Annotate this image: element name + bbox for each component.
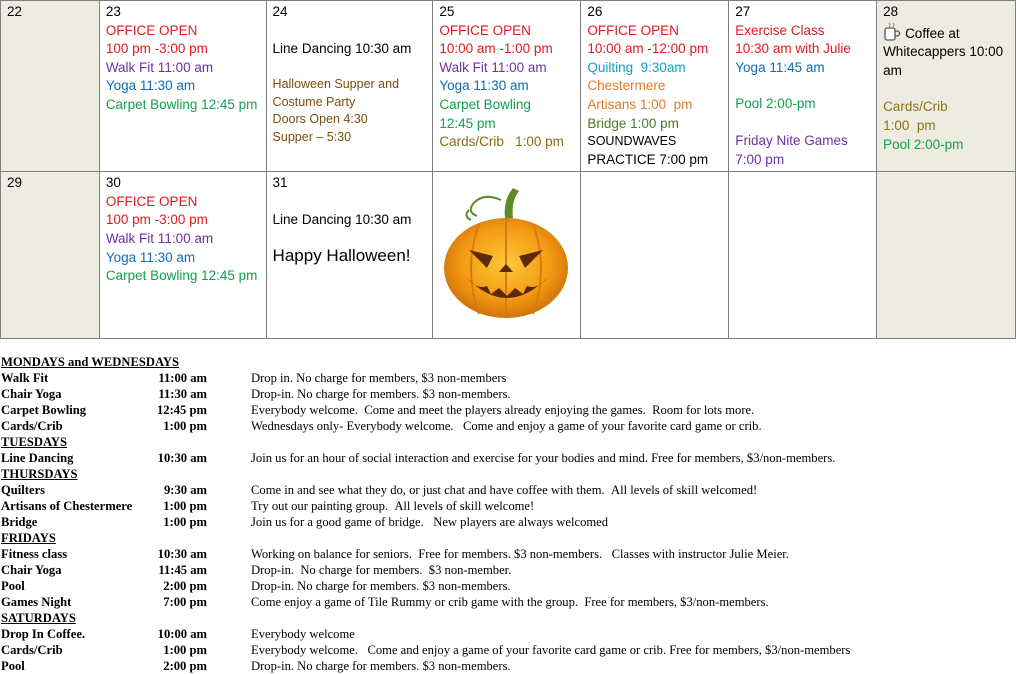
day-cell [266,172,433,339]
event-line: SOUNDWAVES [587,134,677,149]
activity-name: Drop In Coffee. [1,627,86,641]
event-line: Yoga 11:30 am [105,78,196,94]
week-row [1,1,1016,172]
schedule-row [1,450,836,466]
day-number: 29 [7,175,23,191]
day-cell [877,172,1016,339]
event-line: OFFICE OPEN [587,22,679,38]
event-line: Exercise Class [735,22,825,38]
activity-description: Everybody welcome. Come and enjoy a game of your favorite card game or crib. Free for members, $3/non-members [251,643,851,657]
schedule-row [1,402,755,418]
event-line: OFFICE OPEN [105,22,198,38]
activity-name: Chair Yoga [1,563,62,577]
activity-description: Everybody welcome. Come and meet the players already enjoying the games. Room for lots more. [251,403,755,417]
schedule-row [1,546,789,562]
day-number: 23 [105,4,121,19]
day-number: 24 [272,4,288,19]
schedule-row [1,370,507,386]
schedule-section-heading: TUESDAYS [1,435,68,449]
event-line: Cards/Crib [883,99,948,115]
weekly-schedule [1,354,851,674]
day-cell [1,1,100,172]
activity-time: 1:00 pm [163,419,207,433]
day-number [587,174,722,193]
day-number: 27 [735,4,751,19]
activity-time: 11:30 am [158,387,207,401]
event-line: OFFICE OPEN [439,22,531,38]
week-row [1,172,1016,339]
activity-name: Pool [1,659,25,673]
event-line: Line Dancing 10:30 am [272,40,412,56]
schedule-section-heading: THURSDAYS [1,467,78,481]
activity-name: Artisans of Chestermere [1,499,133,513]
day-cell [877,1,1016,172]
day-number: 26 [587,4,603,19]
day-number: 31 [272,175,288,191]
event-line: Walk Fit 11:00 am [439,59,547,75]
activity-time: 11:00 am [158,371,207,385]
event-line: Costume Party [272,94,356,109]
day-cell [1,172,100,339]
event-line: Carpet Bowling 12:45 pm [105,96,258,112]
activity-time: 10:30 am [157,451,207,465]
event-line: Friday Nite Games [735,132,848,148]
activity-name: Carpet Bowling [1,403,87,417]
activity-name: Pool [1,579,25,593]
activity-time: 10:30 am [157,547,207,561]
halloween-greeting: Happy Halloween! [272,246,411,266]
activity-description: Working on balance for seniors. Free for members. $3 non-members. Classes with instructor Julie Meier. [251,547,789,561]
event-line: 7:00 pm [735,151,785,167]
activity-time: 11:45 am [158,563,207,577]
activity-time: 1:00 pm [163,499,207,513]
activity-description: Wednesdays only- Everybody welcome. Come and enjoy a game of your favorite card game or crib. [251,419,762,433]
day-cell [433,172,581,339]
event-line: Carpet Bowling [439,96,531,112]
activity-name: Fitness class [1,547,68,561]
schedule-section-heading: MONDAYS and WEDNESDAYS [1,355,180,369]
event-line: Walk Fit 11:00 am [105,231,214,247]
activity-description: Drop in. No charge for members, $3 non-members [251,371,507,385]
activity-time: 2:00 pm [163,579,207,593]
activity-name: Line Dancing [1,451,74,465]
event-line: 10:00 am -12:00 pm [587,41,709,57]
schedule-row [1,514,609,530]
event-line: Coffee at Whitecappers 10:00 am [883,22,1009,81]
event-line: 1:00 pm [883,117,936,133]
day-number: 22 [7,4,23,19]
activity-time: 2:00 pm [163,659,207,673]
event-line: Artisans 1:00 pm [587,96,693,112]
event-line: Chestermere [587,78,666,94]
activity-description: Join us for a good game of bridge. New players are always welcomed [251,515,609,529]
event-line: Doors Open 4:30 [272,112,368,127]
event-line: Pool 2:00-pm [883,136,964,152]
day-number [735,174,870,193]
event-line: 10:00 am -1:00 pm [439,41,553,57]
event-line: Yoga 11:30 am [105,249,196,265]
day-cell [581,172,729,339]
day-number: 28 [883,4,899,19]
day-number: 25 [439,4,455,19]
event-line: Quilting 9:30am [587,59,686,75]
day-cell [729,1,877,172]
event-line: Walk Fit 11:00 am [105,59,214,75]
schedule-row [1,482,758,498]
day-cell [729,172,877,339]
pumpkin-icon [439,180,574,320]
schedule-row [1,562,512,578]
activity-description: Drop-in. No charge for members. $3 non-members. [251,387,511,401]
activity-time: 9:30 am [163,483,207,497]
event-line: Bridge 1:00 pm [587,115,679,131]
activity-description: Join us for an hour of social interaction and exercise for your bodies and mind. Free for members, $3/non-members. [251,451,836,465]
event-line: Yoga 11:45 am [735,59,825,75]
activity-name: Bridge [1,515,38,529]
activity-description: Drop-in. No charge for members. $3 non-member. [251,563,512,577]
event-line: PRACTICE 7:00 pm [587,151,709,167]
event-line: 100 pm -3:00 pm [105,212,208,228]
day-cell [581,1,729,172]
schedule-section-heading: SATURDAYS [1,611,76,625]
schedule-row [1,578,511,594]
day-cell [433,1,581,172]
activity-time: 7:00 pm [163,595,207,609]
activity-description: Drop-in. No charge for members. $3 non-members. [251,659,511,673]
day-cell [99,1,266,172]
schedule-section-heading: FRIDAYS [1,531,56,545]
event-line: 10:30 am with Julie [735,41,851,57]
schedule-row [1,594,769,610]
activity-name: Games Night [1,595,72,609]
activity-description: Come enjoy a game of Tile Rummy or crib game with the group. Free for members, $3/non-members. [251,595,769,609]
activity-name: Quilters [1,483,46,497]
activity-name: Walk Fit [1,371,49,385]
activity-name: Cards/Crib [1,419,63,433]
event-line: Line Dancing 10:30 am [272,211,412,227]
activity-name: Chair Yoga [1,387,62,401]
schedule-row [1,418,762,434]
activity-time: 12:45 pm [156,403,207,417]
coffee-mug-icon [883,22,901,42]
activity-description: Drop-in. No charge for members. $3 non-members. [251,579,511,593]
activity-time: 10:00 am [157,627,207,641]
event-line: Carpet Bowling 12:45 pm [105,268,258,284]
event-line: 100 pm -3:00 pm [105,41,208,57]
day-cell [266,1,433,172]
activity-description: Everybody welcome [251,627,355,641]
activity-time: 1:00 pm [163,643,207,657]
day-number [883,174,1009,193]
schedule-row [1,642,851,658]
event-line: Pool 2:00-pm [735,96,816,112]
event-line: 12:45 pm [439,115,496,131]
schedule-row [1,626,355,642]
schedule-row [1,498,535,514]
event-line: Yoga 11:30 am [439,78,529,94]
day-cell [99,172,266,339]
schedule-row [1,386,511,402]
event-line: OFFICE OPEN [105,193,198,209]
activity-description: Try out our painting group. All levels of skill welcome! [251,499,535,513]
activity-name: Cards/Crib [1,643,63,657]
event-line: Halloween Supper and [272,77,400,92]
activity-time: 1:00 pm [163,515,207,529]
day-number: 30 [105,175,121,191]
schedule-row [1,658,511,674]
activity-description: Come in and see what they do, or just chat and have coffee with them. All levels of skill welcomed! [251,483,758,497]
event-line: Supper – 5:30 [272,129,352,144]
event-line: Cards/Crib 1:00 pm [439,134,564,150]
